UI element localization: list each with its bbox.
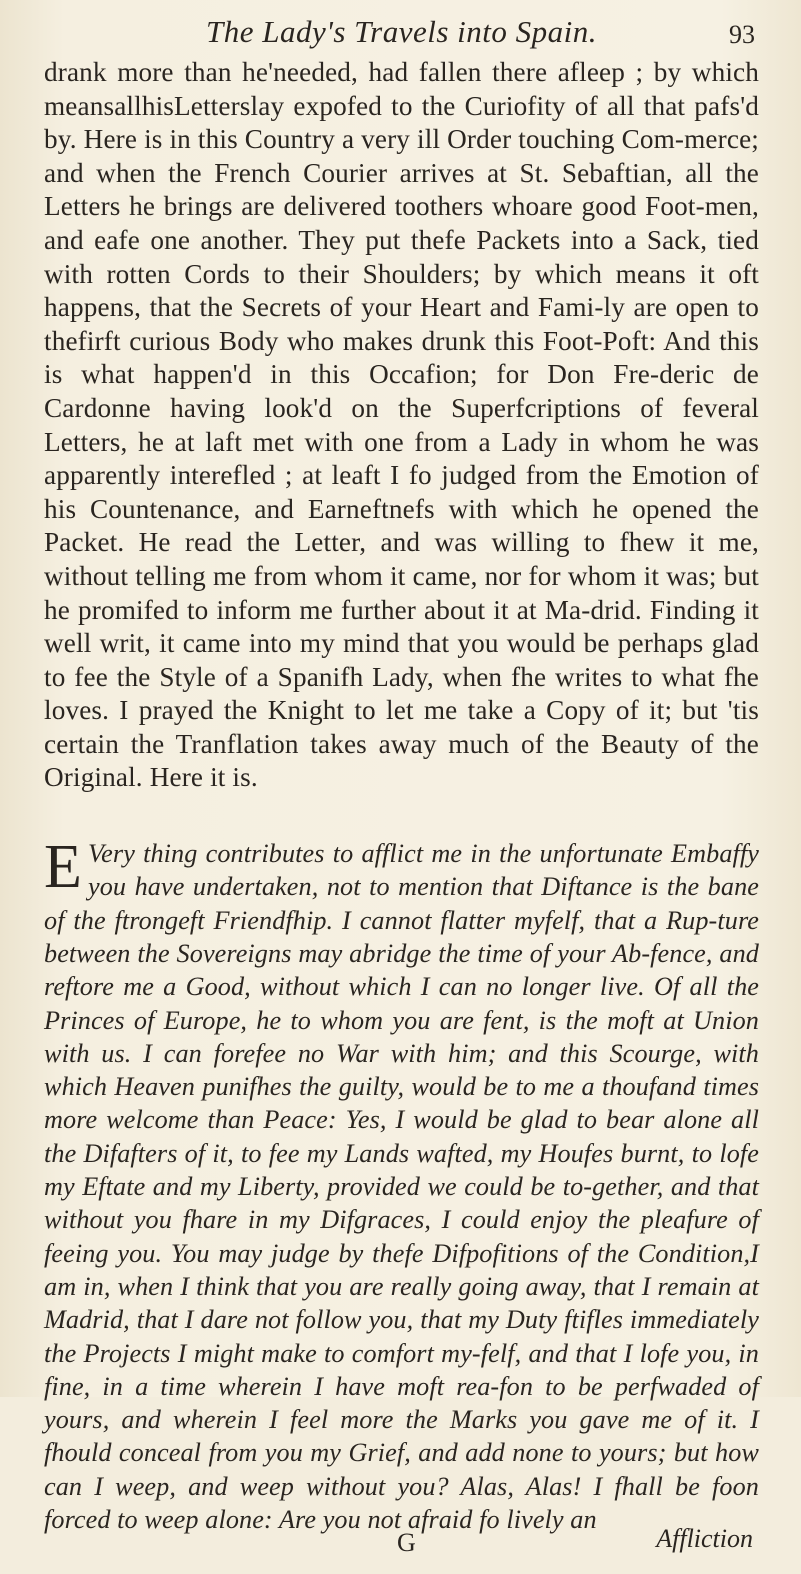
page-number: 93 (729, 20, 755, 49)
letter-body: Very thing contributes to afflict me in the unfortunate Embaffy you have undertaken, not to mention that Diftance is the bane of the ftrongeft Friendfhip. I cannot flatter myfelf, that a Rup-ture between the Sovereigns may abridge the time of your Ab-fence, and reftore me a Good, without which I can no longer live. Of all the Princes of Europe, he to whom you are fent, is the moft at Union with us. I can forefee no War with him; and this Scourge, with which Heaven punifhes the guilty, would be to me a thoufand times more welcome than Peace: Yes, I would be glad to bear alone all the Difafters of it, to fee my Lands wafted, my Houfes burnt, to lofe my Eftate and my Liberty, provided we could be to-gether, and that without you fhare in my Difgraces, I could enjoy the pleafure of feeing you. You may judge by thefe Difpofitions of the Condition,I am in, when I think that you are really going away, that I remain at Madrid, that I dare not follow you, that my Duty ftifles immediately the Projects I might make to comfort my-felf, and that I lofe you, in fine, in a time wherein I have moft rea-fon to be perfwaded of yours, and wherein I feel more the Marks you gave me of it. I fhould conceal from you my Grief, and add none to yours; but how can I weep, and weep without you? Alas, Alas! I fhall be foon forced to weep alone: Are you not afraid fo lively an (44, 839, 759, 1534)
page-footer (44, 1524, 759, 1574)
narrative-paragraph: drank more than he'needed, had fallen there afleep ; by which meansallhisLetterslay expofed to the Curiofity of all that pafs'd by. Here is in this Country a very ill Order touching Com-merce; and when the French Courier arrives at St. Sebaftian, all the Letters he brings are delivered toothers whoare good Foot-men, and eafe one another. They put thefe Packets into a Sack, tied with rotten Cords to their Shoulders; by which means it oft happens, that the Secrets of your Heart and Fami-ly are open to thefirft curious Body who makes drunk this Foot-Poft: And this is what happen'd in this Occafion; for Don Fre-deric de Cardonne having look'd on the Superfcriptions of feveral Letters, he at laft met with one from a Lady in whom he was apparently interefled ; at leaft I fo judged from the Emotion of his Countenance, and Earneftnefs with which he opened the Packet. He read the Letter, and was willing to fhew it me, without telling me from whom it came, nor for whom it was; but he promifed to inform me further about it at Ma-drid. Finding it well writ, it came into my mind that you would be perhaps glad to fee the Style of a Spanifh Lady, when fhe writes to what fhe loves. I prayed the Knight to let me take a Copy of it; but 'tis certain the Tranflation takes away much of the Beauty of the Original. Here it is. (44, 57, 759, 793)
drop-cap: E (44, 833, 82, 902)
quoted-letter (44, 833, 759, 1536)
running-title: The Lady's Travels into Spain. (205, 14, 598, 49)
signature-mark: G (397, 1528, 416, 1558)
catchword: Affliction (656, 1524, 753, 1554)
running-head (44, 14, 759, 54)
